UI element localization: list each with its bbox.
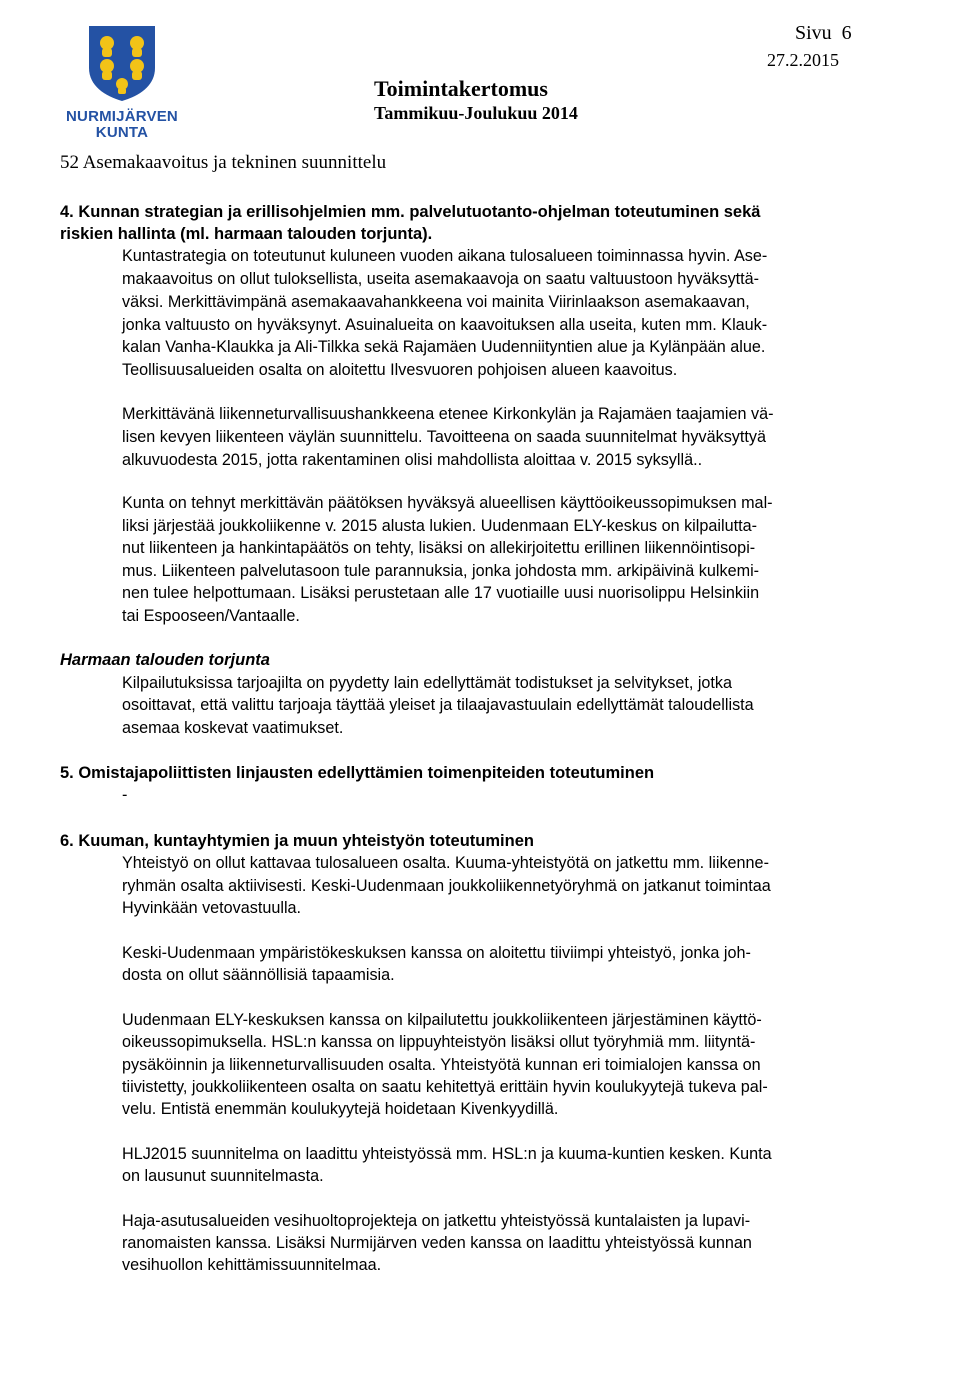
municipality-logo <box>66 24 178 141</box>
coat-of-arms-icon <box>87 24 157 102</box>
section-5-title: 5. Omistajapoliittisten linjausten edellyttämien toimenpiteiden toteutuminen <box>60 764 655 782</box>
paragraph-line: velu. Entistä enemmän koulukyytejä hoidetaan Kivenkyydillä. <box>122 1100 559 1118</box>
logo-name-line1: NURMIJÄRVEN <box>66 108 178 125</box>
paragraph-line: HLJ2015 suunnitelma on laadittu yhteistyössä mm. HSL:n ja kuuma-kuntien kesken. Kunta <box>122 1145 772 1163</box>
section-4-title-line: riskien hallinta (ml. harmaan talouden torjunta). <box>60 225 433 243</box>
section-6-title: 6. Kuuman, kuntayhtymien ja muun yhteistyön toteutuminen <box>60 832 534 850</box>
paragraph-line: alkuvuodesta 2015, jotta rakentaminen olisi mahdollista aloittaa v. 2015 syksyllä.. <box>122 451 703 469</box>
paragraph-line: ryhmän osalta aktiivisesti. Keski-Uudenmaan joukkoliikennetyöryhmä on jatkanut toimintaa <box>122 877 771 895</box>
paragraph-line: jonka valtuusto on hyväksynyt. Asuinalueita on kaavoituksen alla useita, kuten mm. Klauk- <box>122 316 768 334</box>
paragraph-line: lisen kevyen liikenteen väylän suunnittelu. Tavoitteena on saada suunnitelmat hyväksyttyä <box>122 428 766 446</box>
paragraph-line: oikeussopimuksella. HSL:n kanssa on lippuyhteistyön lisäksi ollut työryhmiä mm. liityntä- <box>122 1033 756 1051</box>
paragraph-line: nut liikenteen ja hankintapäätös on tehty, lisäksi on allekirjoitettu erillinen liikennöintisopi- <box>122 539 756 557</box>
paragraph-line: Yhteistyö on ollut kattavaa tulosalueen osalta. Kuuma-yhteistyötä on jatkettu mm. liikenne- <box>122 854 769 872</box>
paragraph-line: kalan Vanha-Klaukka ja Ali-Tilkka sekä Rajamäen Uudenniityntien alue ja Kylänpään alue. <box>122 338 766 356</box>
page-date: 27.2.2015 <box>767 50 839 70</box>
subsection-title: Harmaan talouden torjunta <box>60 651 270 669</box>
paragraph-line: pysäköinnin ja liikenneturvallisuuden osalta. Yhteistyötä kunnan eri toimialojen kanssa on <box>122 1056 761 1074</box>
paragraph-line: Kilpailutuksissa tarjoajilta on pyydetty lain edellyttämät todistukset ja selvitykset, jotka <box>122 674 733 692</box>
paragraph-line: Kunta on tehnyt merkittävän päätöksen hyväksyä alueellisen käyttöoikeussopimuksen mal- <box>122 494 773 512</box>
logo-name-line2: KUNTA <box>95 124 149 141</box>
paragraph-line: Uudenmaan ELY-keskuksen kanssa on kilpailutettu joukkoliikenteen järjestäminen käyttö- <box>122 1011 762 1029</box>
paragraph-line: nen tulee helpottumaan. Lisäksi perustetaan alle 17 vuotiaille uusi nuorisolippu Helsinkiin <box>122 584 760 602</box>
paragraph-line: Haja-asutusalueiden vesihuoltoprojekteja on jatkettu yhteistyössä kuntalaisten ja lupavi- <box>122 1212 751 1230</box>
empty-dash: - <box>122 786 128 804</box>
page-number: Sivu 6 <box>795 22 852 44</box>
paragraph-line: Keski-Uudenmaan ympäristökeskuksen kanssa on aloitettu tiiviimpi yhteistyö, jonka joh- <box>122 944 751 962</box>
report-period: Tammikuu-Joulukuu 2014 <box>374 103 578 123</box>
unit-title: 52 Asemakaavoitus ja tekninen suunnittelu <box>60 152 387 173</box>
paragraph-line: osoittavat, että valittu tarjoaja täyttää yleiset ja tilaajavastuulain edellyttämät taloudellista <box>122 696 754 714</box>
paragraph-line: ranomaisten kanssa. Lisäksi Nurmijärven veden kanssa on laadittu yhteistyössä kunnan <box>122 1234 752 1252</box>
paragraph-line: Teollisuusalueiden osalta on aloitettu Ilvesvuoren pohjoisen alueen kaavoitus. <box>122 361 678 379</box>
paragraph-line: vesihuollon kehittämissuunnitelmaa. <box>122 1256 382 1274</box>
paragraph-line: liksi järjestää joukkoliikenne v. 2015 alusta lukien. Uudenmaan ELY-keskus on kilpailutta- <box>122 517 757 535</box>
section-4-title-line: 4. Kunnan strategian ja erillisohjelmien mm. palvelutuotanto-ohjelman toteutuminen sekä <box>60 203 761 221</box>
paragraph-line: tai Espooseen/Vantaalle. <box>122 607 300 625</box>
paragraph-line: väksi. Merkittävimpänä asemakaavahankkeena voi mainita Viirinlaakson asemakaavan, <box>122 293 750 311</box>
paragraph-line: dosta on ollut säännöllisiä tapaamisia. <box>122 966 395 984</box>
paragraph-line: tiivistetty, joukkoliikenteen osalta on saatu kehitettyä erittäin hyvin koulukyytejä tukeva pal- <box>122 1078 768 1096</box>
paragraph-line: asemaa koskevat vaatimukset. <box>122 719 344 737</box>
paragraph-line: on lausunut suunnitelmasta. <box>122 1167 324 1185</box>
paragraph-line: Hyvinkään vetovastuulla. <box>122 899 302 917</box>
report-title: Toimintakertomus <box>374 76 548 101</box>
paragraph-line: Merkittävänä liikenneturvallisuushankkeena etenee Kirkonkylän ja Rajamäen taajamien vä- <box>122 405 774 423</box>
paragraph-line: mus. Liikenteen palvelutasoon tule parannuksia, jonka johdosta mm. arkipäivinä kulkemi- <box>122 562 760 580</box>
paragraph-line: Kuntastrategia on toteutunut kuluneen vuoden aikana tulosalueen toiminnassa hyvin. Ase- <box>122 247 768 265</box>
paragraph-line: makaavoitus on ollut tuloksellista, useita asemakaavoja on saatu valtuustoon hyväksyttä- <box>122 270 760 288</box>
